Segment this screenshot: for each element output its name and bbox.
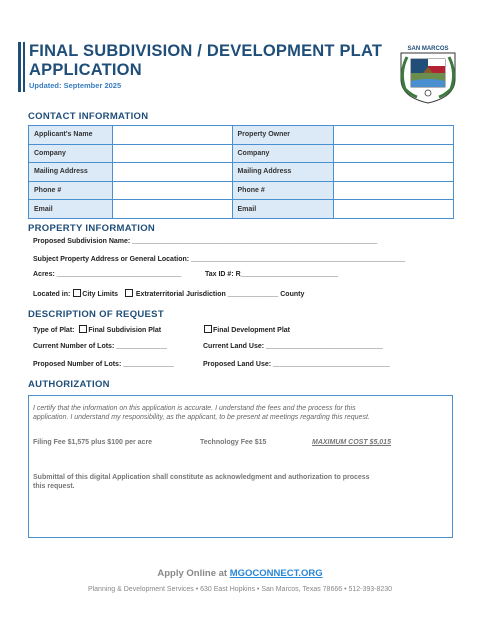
property-address-field[interactable]: Subject Property Address or General Location: _______________________________________________________ bbox=[33, 256, 406, 263]
title-line-1: FINAL SUBDIVISION / DEVELOPMENT PLAT bbox=[29, 42, 383, 60]
proposed-lots-field[interactable]: Proposed Number of Lots: _____________ bbox=[33, 361, 174, 368]
city-limits-label: City Limits bbox=[82, 291, 119, 298]
submittal-text bbox=[33, 473, 448, 491]
owner-phone-field[interactable] bbox=[334, 181, 454, 200]
maximum-cost-text: MAXIMUM COST $5,015 bbox=[312, 439, 391, 446]
tax-id-field[interactable]: Tax ID #: R_________________________ bbox=[205, 271, 338, 278]
apply-online-label: Apply Online at bbox=[157, 568, 228, 579]
applicant-company-label: Company bbox=[29, 144, 113, 163]
current-lots-field[interactable]: Current Number of Lots: _____________ bbox=[33, 343, 167, 350]
final-development-plat-option bbox=[203, 325, 290, 334]
filing-fee-text: Filing Fee $1,575 plus $100 per acre bbox=[33, 439, 153, 446]
certification-text bbox=[33, 404, 448, 422]
authorization-heading: AUTHORIZATION bbox=[28, 379, 110, 390]
final-development-plat-label: Final Development Plat bbox=[213, 327, 291, 334]
property-owner-label: Property Owner bbox=[232, 126, 334, 145]
etj-county-field[interactable]: Extraterritorial Jurisdiction _____________ County bbox=[135, 291, 305, 298]
updated-date bbox=[29, 81, 121, 90]
submittal-line-2: this request. bbox=[33, 483, 75, 490]
owner-mailing-address-label: Mailing Address bbox=[232, 163, 334, 182]
owner-company-label: Company bbox=[232, 144, 334, 163]
applicant-mailing-address-label: Mailing Address bbox=[29, 163, 113, 182]
updated-value: September 2025 bbox=[63, 81, 122, 90]
applicant-name-field[interactable] bbox=[112, 126, 232, 145]
type-of-plat-row bbox=[33, 325, 161, 334]
final-subdivision-plat-checkbox[interactable] bbox=[79, 325, 87, 333]
contact-heading: CONTACT INFORMATION bbox=[28, 111, 149, 122]
owner-email-field[interactable] bbox=[334, 200, 454, 219]
contact-row bbox=[29, 144, 454, 163]
contact-row bbox=[29, 126, 454, 145]
page-title bbox=[29, 42, 389, 79]
technology-fee-text: Technology Fee $15 bbox=[200, 439, 267, 446]
applicant-mailing-address-field[interactable] bbox=[112, 163, 232, 182]
footer-address: Planning & Development Services • 630 East Hopkins • San Marcos, Texas 78666 • 512-393-8230 bbox=[87, 586, 393, 593]
located-in-label: Located in: bbox=[33, 291, 71, 298]
owner-phone-label: Phone # bbox=[232, 181, 334, 200]
applicant-phone-label: Phone # bbox=[29, 181, 113, 200]
final-subdivision-plat-label: Final Subdivision Plat bbox=[88, 327, 162, 334]
updated-label: Updated: bbox=[29, 81, 62, 90]
current-land-use-field[interactable]: Current Land Use: ______________________________ bbox=[203, 343, 383, 350]
seal-text: SAN MARCOS bbox=[407, 46, 449, 52]
owner-email-label: Email bbox=[232, 200, 334, 219]
contact-row bbox=[29, 200, 454, 219]
property-heading: PROPERTY INFORMATION bbox=[28, 223, 156, 234]
city-limits-checkbox[interactable] bbox=[73, 289, 81, 297]
contact-row bbox=[29, 163, 454, 182]
submittal-line-1: Submittal of this digital Application shall constitute as acknowledgment and authorization to process bbox=[33, 474, 370, 481]
apply-online bbox=[0, 568, 480, 579]
header-accent-bar bbox=[18, 42, 21, 92]
applicant-company-field[interactable] bbox=[112, 144, 232, 163]
final-development-plat-checkbox[interactable] bbox=[204, 325, 212, 333]
applicant-email-label: Email bbox=[29, 200, 113, 219]
owner-company-field[interactable] bbox=[334, 144, 454, 163]
certification-line-1: I certify that the information on this application is accurate. I understand the fees and the process for this bbox=[33, 405, 356, 412]
applicant-name-label: Applicant's Name bbox=[29, 126, 113, 145]
certification-line-2: application. I understand my responsibility, as the applicant, to be present at meetings regarding this request. bbox=[33, 414, 370, 421]
contact-table bbox=[28, 125, 454, 219]
contact-row bbox=[29, 181, 454, 200]
mgoconnect-link[interactable]: MGOCONNECT.ORG bbox=[229, 568, 323, 579]
applicant-phone-field[interactable] bbox=[112, 181, 232, 200]
acres-field[interactable]: Acres: ________________________________ bbox=[33, 271, 182, 278]
title-line-2: APPLICATION bbox=[29, 60, 142, 79]
city-seal-logo bbox=[397, 43, 459, 105]
proposed-land-use-field[interactable]: Proposed Land Use: ______________________________ bbox=[203, 361, 390, 368]
type-of-plat-label: Type of Plat: bbox=[33, 327, 75, 334]
etj-checkbox[interactable] bbox=[125, 289, 133, 297]
applicant-email-field[interactable] bbox=[112, 200, 232, 219]
located-in-row bbox=[33, 289, 304, 298]
subdivision-name-field[interactable]: Proposed Subdivision Name: _______________________________________________________________ bbox=[33, 238, 378, 245]
header-accent-bar-thin bbox=[23, 42, 25, 92]
request-heading: DESCRIPTION OF REQUEST bbox=[28, 309, 164, 320]
owner-mailing-address-field[interactable] bbox=[334, 163, 454, 182]
property-owner-field[interactable] bbox=[334, 126, 454, 145]
